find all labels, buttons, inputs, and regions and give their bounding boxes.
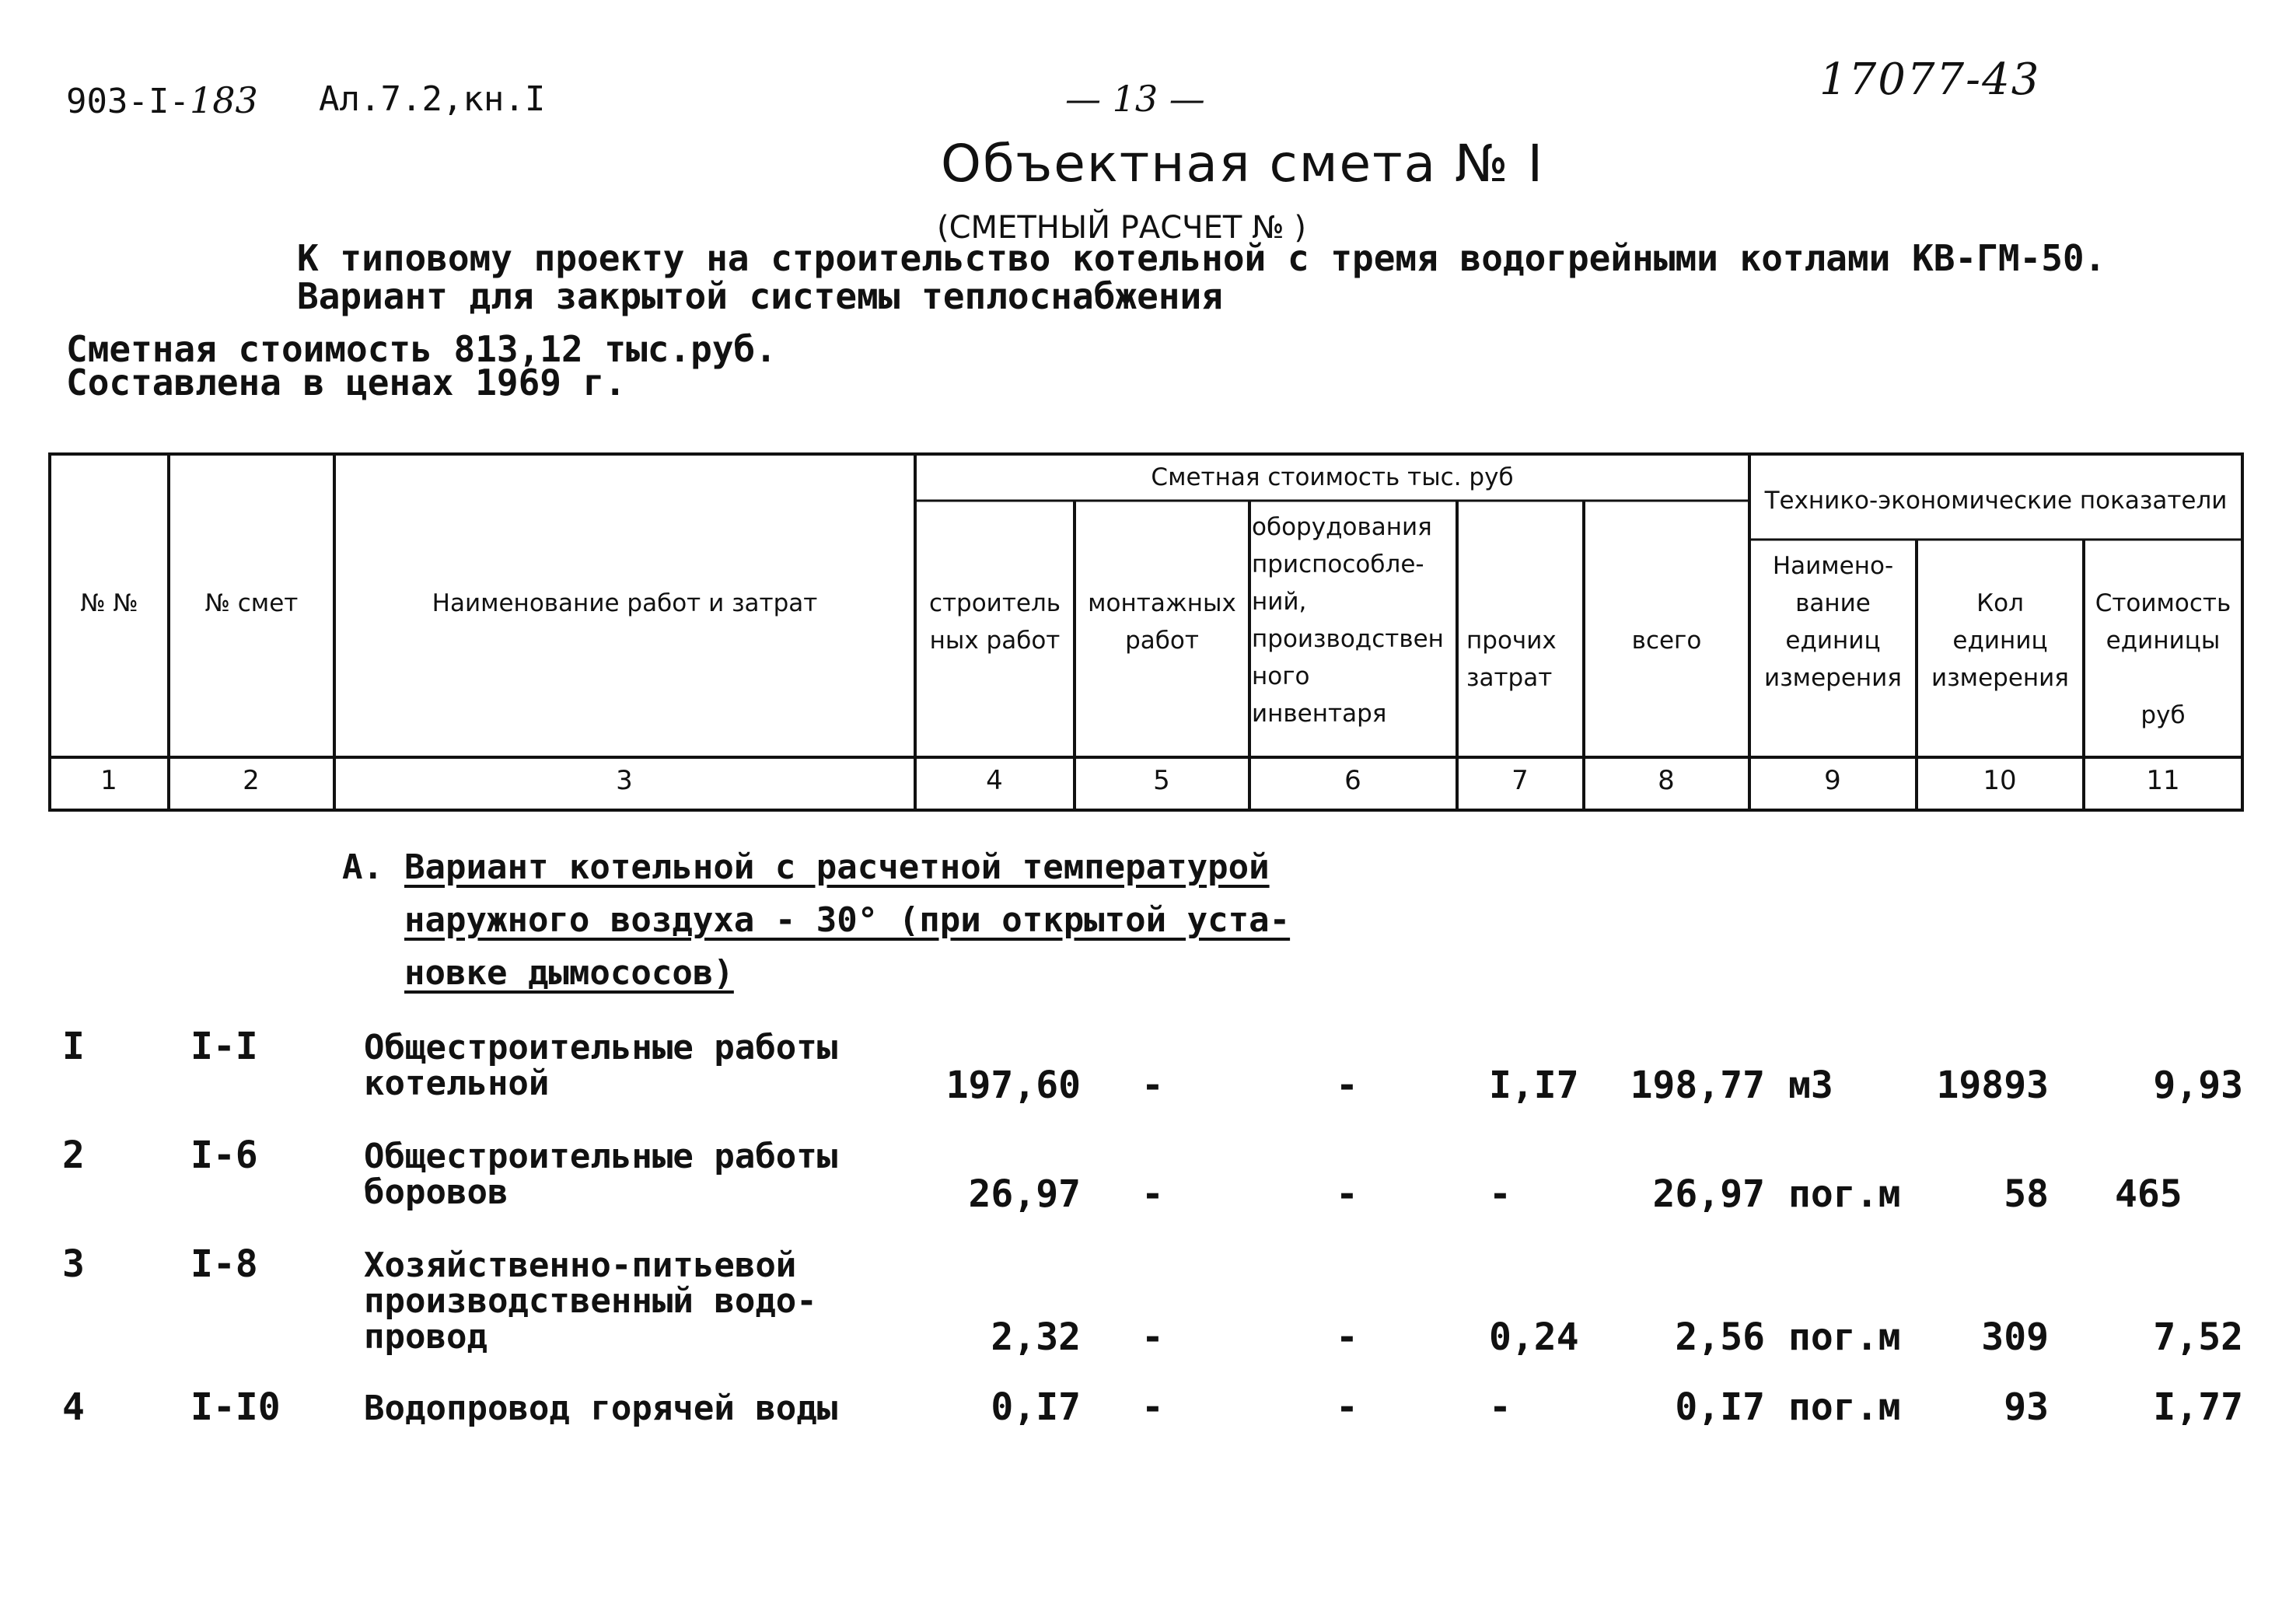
col-header-equipment: оборудования приспособле- ний, производствен ного инвентаря	[1252, 513, 1444, 728]
col-number: 1	[100, 765, 117, 796]
col-number: 6	[1344, 765, 1361, 796]
row-installation: -	[1141, 1064, 1164, 1107]
row-total: 2,56	[1675, 1315, 1765, 1359]
col-header-quantity: Кол единиц измерения	[1931, 589, 2069, 692]
col-number: 5	[1153, 765, 1170, 796]
row-smeta: I-I	[190, 1025, 258, 1068]
row-unit-cost: 465	[2115, 1172, 2182, 1216]
document-code-prefix: 903-I-	[66, 82, 190, 121]
row-quantity: 309	[1981, 1315, 2049, 1359]
row-name-line2: боровов	[364, 1172, 508, 1212]
row-unit: м3	[1788, 1064, 1833, 1107]
row-other: 0,24	[1489, 1315, 1579, 1359]
row-installation: -	[1141, 1172, 1164, 1216]
row-other: I,I7	[1489, 1064, 1579, 1107]
row-smeta: I-8	[190, 1242, 258, 1286]
col-header-unit-name: Наимено- вание единиц измерения	[1764, 552, 1902, 692]
price-basis: Составлена в ценах 1969 г.	[66, 362, 627, 403]
estimate-table-header	[48, 452, 2244, 812]
row-name-line1: Хозяйственно-питьевой	[364, 1245, 797, 1285]
album-reference: Ал.7.2,кн.I	[319, 79, 546, 119]
row-installation: -	[1141, 1315, 1164, 1359]
col-number: 8	[1658, 765, 1675, 796]
page-subtitle: (СМЕТНЫЙ РАСЧЕТ № )	[937, 210, 1306, 246]
document-code	[66, 79, 258, 121]
row-unit: пог.м	[1788, 1315, 1901, 1359]
archive-number: 17077-43	[1819, 54, 2041, 105]
page-title: Объектная смета № I	[941, 134, 1545, 194]
row-number: I	[62, 1025, 85, 1068]
row-name-line2: производственный водо-	[364, 1281, 817, 1321]
project-description-line2: Вариант для закрытой системы теплоснабжения	[297, 275, 1223, 317]
col-number: 4	[986, 765, 1003, 796]
row-smeta: I-I0	[190, 1385, 281, 1429]
estimated-cost: Сметная стоимость 813,12 тыс.руб.	[66, 328, 777, 370]
row-equipment: -	[1336, 1315, 1358, 1359]
row-number: 4	[62, 1385, 85, 1429]
row-equipment: -	[1336, 1172, 1358, 1216]
row-unit-cost: I,77	[2153, 1385, 2243, 1429]
row-quantity: 58	[2004, 1172, 2049, 1216]
col-number: 10	[1983, 765, 2017, 796]
row-total: 0,I7	[1675, 1385, 1765, 1429]
row-unit-cost: 9,93	[2153, 1064, 2243, 1107]
section-letter: А.	[342, 847, 383, 887]
row-equipment: -	[1336, 1064, 1358, 1107]
row-construction: 0,I7	[991, 1385, 1081, 1429]
col-number: 9	[1824, 765, 1841, 796]
col-header-number: № №	[80, 589, 138, 617]
page-number: — 13 —	[1065, 78, 1205, 120]
col-header-total: всего	[1631, 627, 1702, 655]
col-number: 3	[616, 765, 633, 796]
row-total: 26,97	[1652, 1172, 1765, 1216]
row-number: 2	[62, 1134, 85, 1177]
row-other: -	[1489, 1385, 1511, 1429]
col-header-unit-cost: Стоимость единицы руб	[2095, 589, 2231, 729]
section-title-line3: новке дымососов)	[404, 953, 734, 993]
section-title-line2: наружного воздуха - 30° (при открытой уста-	[404, 900, 1291, 940]
col-number: 11	[2146, 765, 2180, 796]
section-title-line1: Вариант котельной с расчетной температурой	[404, 847, 1270, 887]
row-unit: пог.м	[1788, 1385, 1901, 1429]
col-number: 7	[1511, 765, 1529, 796]
row-smeta: I-6	[190, 1134, 258, 1177]
col-header-name: Наименование работ и затрат	[432, 589, 818, 617]
row-other: -	[1489, 1172, 1511, 1216]
col-header-construction: строитель ных работ	[928, 589, 1061, 655]
row-unit-cost: 7,52	[2153, 1315, 2243, 1359]
row-unit: пог.м	[1788, 1172, 1901, 1216]
row-total: 198,77	[1630, 1064, 1765, 1107]
row-name-line3: провод	[364, 1317, 488, 1357]
row-name-line1: Общестроительные работы	[364, 1028, 838, 1067]
row-installation: -	[1141, 1385, 1164, 1429]
col-header-smeta: № смет	[204, 589, 299, 617]
row-construction: 2,32	[991, 1315, 1081, 1359]
group-header-tech: Технико-экономические показатели	[1764, 487, 2228, 515]
row-quantity: 93	[2004, 1385, 2049, 1429]
row-construction: 197,60	[945, 1064, 1081, 1107]
group-header-cost: Сметная стоимость тыс. руб	[1151, 463, 1514, 491]
col-header-installation: монтажных работ	[1088, 589, 1236, 655]
row-equipment: -	[1336, 1385, 1358, 1429]
document-code-handwritten: 183	[189, 79, 258, 121]
row-name-line1: Общестроительные работы	[364, 1137, 838, 1176]
row-quantity: 19893	[1936, 1064, 2049, 1107]
project-description-line1: К типовому проекту на строительство котельной с тремя водогрейными котлами КВ-ГМ-50.	[297, 237, 2106, 279]
row-name-line2: котельной	[364, 1064, 550, 1103]
col-number: 2	[243, 765, 260, 796]
row-name-line1: Водопровод горячей воды	[364, 1389, 838, 1428]
row-construction: 26,97	[968, 1172, 1081, 1216]
col-header-other: прочих затрат	[1466, 627, 1557, 692]
row-number: 3	[62, 1242, 85, 1286]
